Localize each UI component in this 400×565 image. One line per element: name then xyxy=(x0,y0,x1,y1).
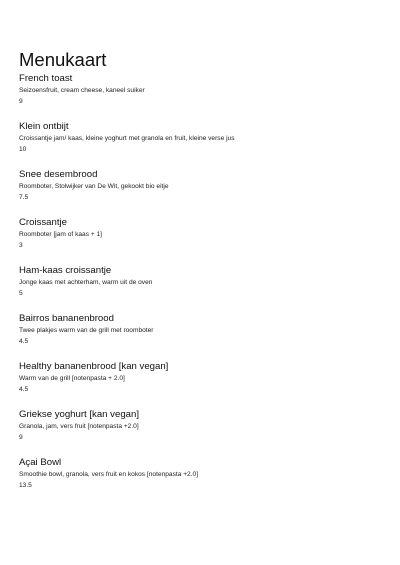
menu-item-name: Snee desembrood xyxy=(19,169,98,180)
menu-item-name: Ham-kaas croissantje xyxy=(19,265,112,276)
menu-item-price: 4.5 xyxy=(19,338,29,345)
menu-item-name: Croissantje xyxy=(19,217,67,228)
menu-item-griekse-yoghurt xyxy=(19,408,379,456)
menu-item-price: 5 xyxy=(19,290,23,297)
menu-item-croissantje xyxy=(19,216,379,264)
menu-item-name: Açai Bowl xyxy=(19,457,62,468)
menu-item-description: Warm van de grill [notenpasta + 2.0] xyxy=(19,375,125,382)
menu-item-name: Bairros bananenbrood xyxy=(19,313,114,324)
menu-item-description: Twee plakjes warm van de grill met roomboter xyxy=(19,327,154,334)
menu-item-description: Smoothie bowl, granola, vers fruit en kokos [notenpasta +2.0] xyxy=(19,471,199,478)
menu-item-price: 4.5 xyxy=(19,386,29,393)
menu-item-bairros-bananenbrood xyxy=(19,312,379,360)
menu-item-klein-ontbijt xyxy=(19,120,379,168)
menu-item-description: Croissantje jam/ kaas, kleine yoghurt met granola en fruit, kleine verse jus xyxy=(19,135,235,142)
menu-item-description: Roomboter [jam of kaas + 1] xyxy=(19,231,103,238)
menu-item-snee-desembrood xyxy=(19,168,379,216)
menu-item-french-toast xyxy=(19,72,379,120)
menu-item-price: 10 xyxy=(19,146,27,153)
menu-item-description: Granola, jam, vers fruit [notenpasta +2.0] xyxy=(19,423,139,430)
menu-item-price: 7.5 xyxy=(19,194,29,201)
menu-item-description: Seizoensfruit, cream cheese, kaneel suiker xyxy=(19,87,145,94)
menu-item-price: 3 xyxy=(19,242,23,249)
page-title: Menukaart xyxy=(19,49,107,70)
menu-item-name: Griekse yoghurt [kan vegan] xyxy=(19,409,139,420)
menu-item-healthy-bananenbrood xyxy=(19,360,379,408)
menu-item-acai-bowl xyxy=(19,456,379,504)
menu-item-description: Jonge kaas met achterham, warm uit de oven xyxy=(19,279,153,286)
menu-item-name: Klein ontbijt xyxy=(19,121,69,132)
menu-item-price: 9 xyxy=(19,98,23,105)
menu-item-description: Roomboter, Stolwijker van De Wit, gekookt bio eitje xyxy=(19,183,169,190)
menu-item-name: Healthy bananenbrood [kan vegan] xyxy=(19,361,169,372)
menu-item-name: French toast xyxy=(19,73,73,84)
menu-item-ham-kaas-croissantje xyxy=(19,264,379,312)
menu-item-price: 9 xyxy=(19,434,23,441)
menu-page xyxy=(19,49,379,504)
menu-item-price: 13.5 xyxy=(19,482,32,489)
